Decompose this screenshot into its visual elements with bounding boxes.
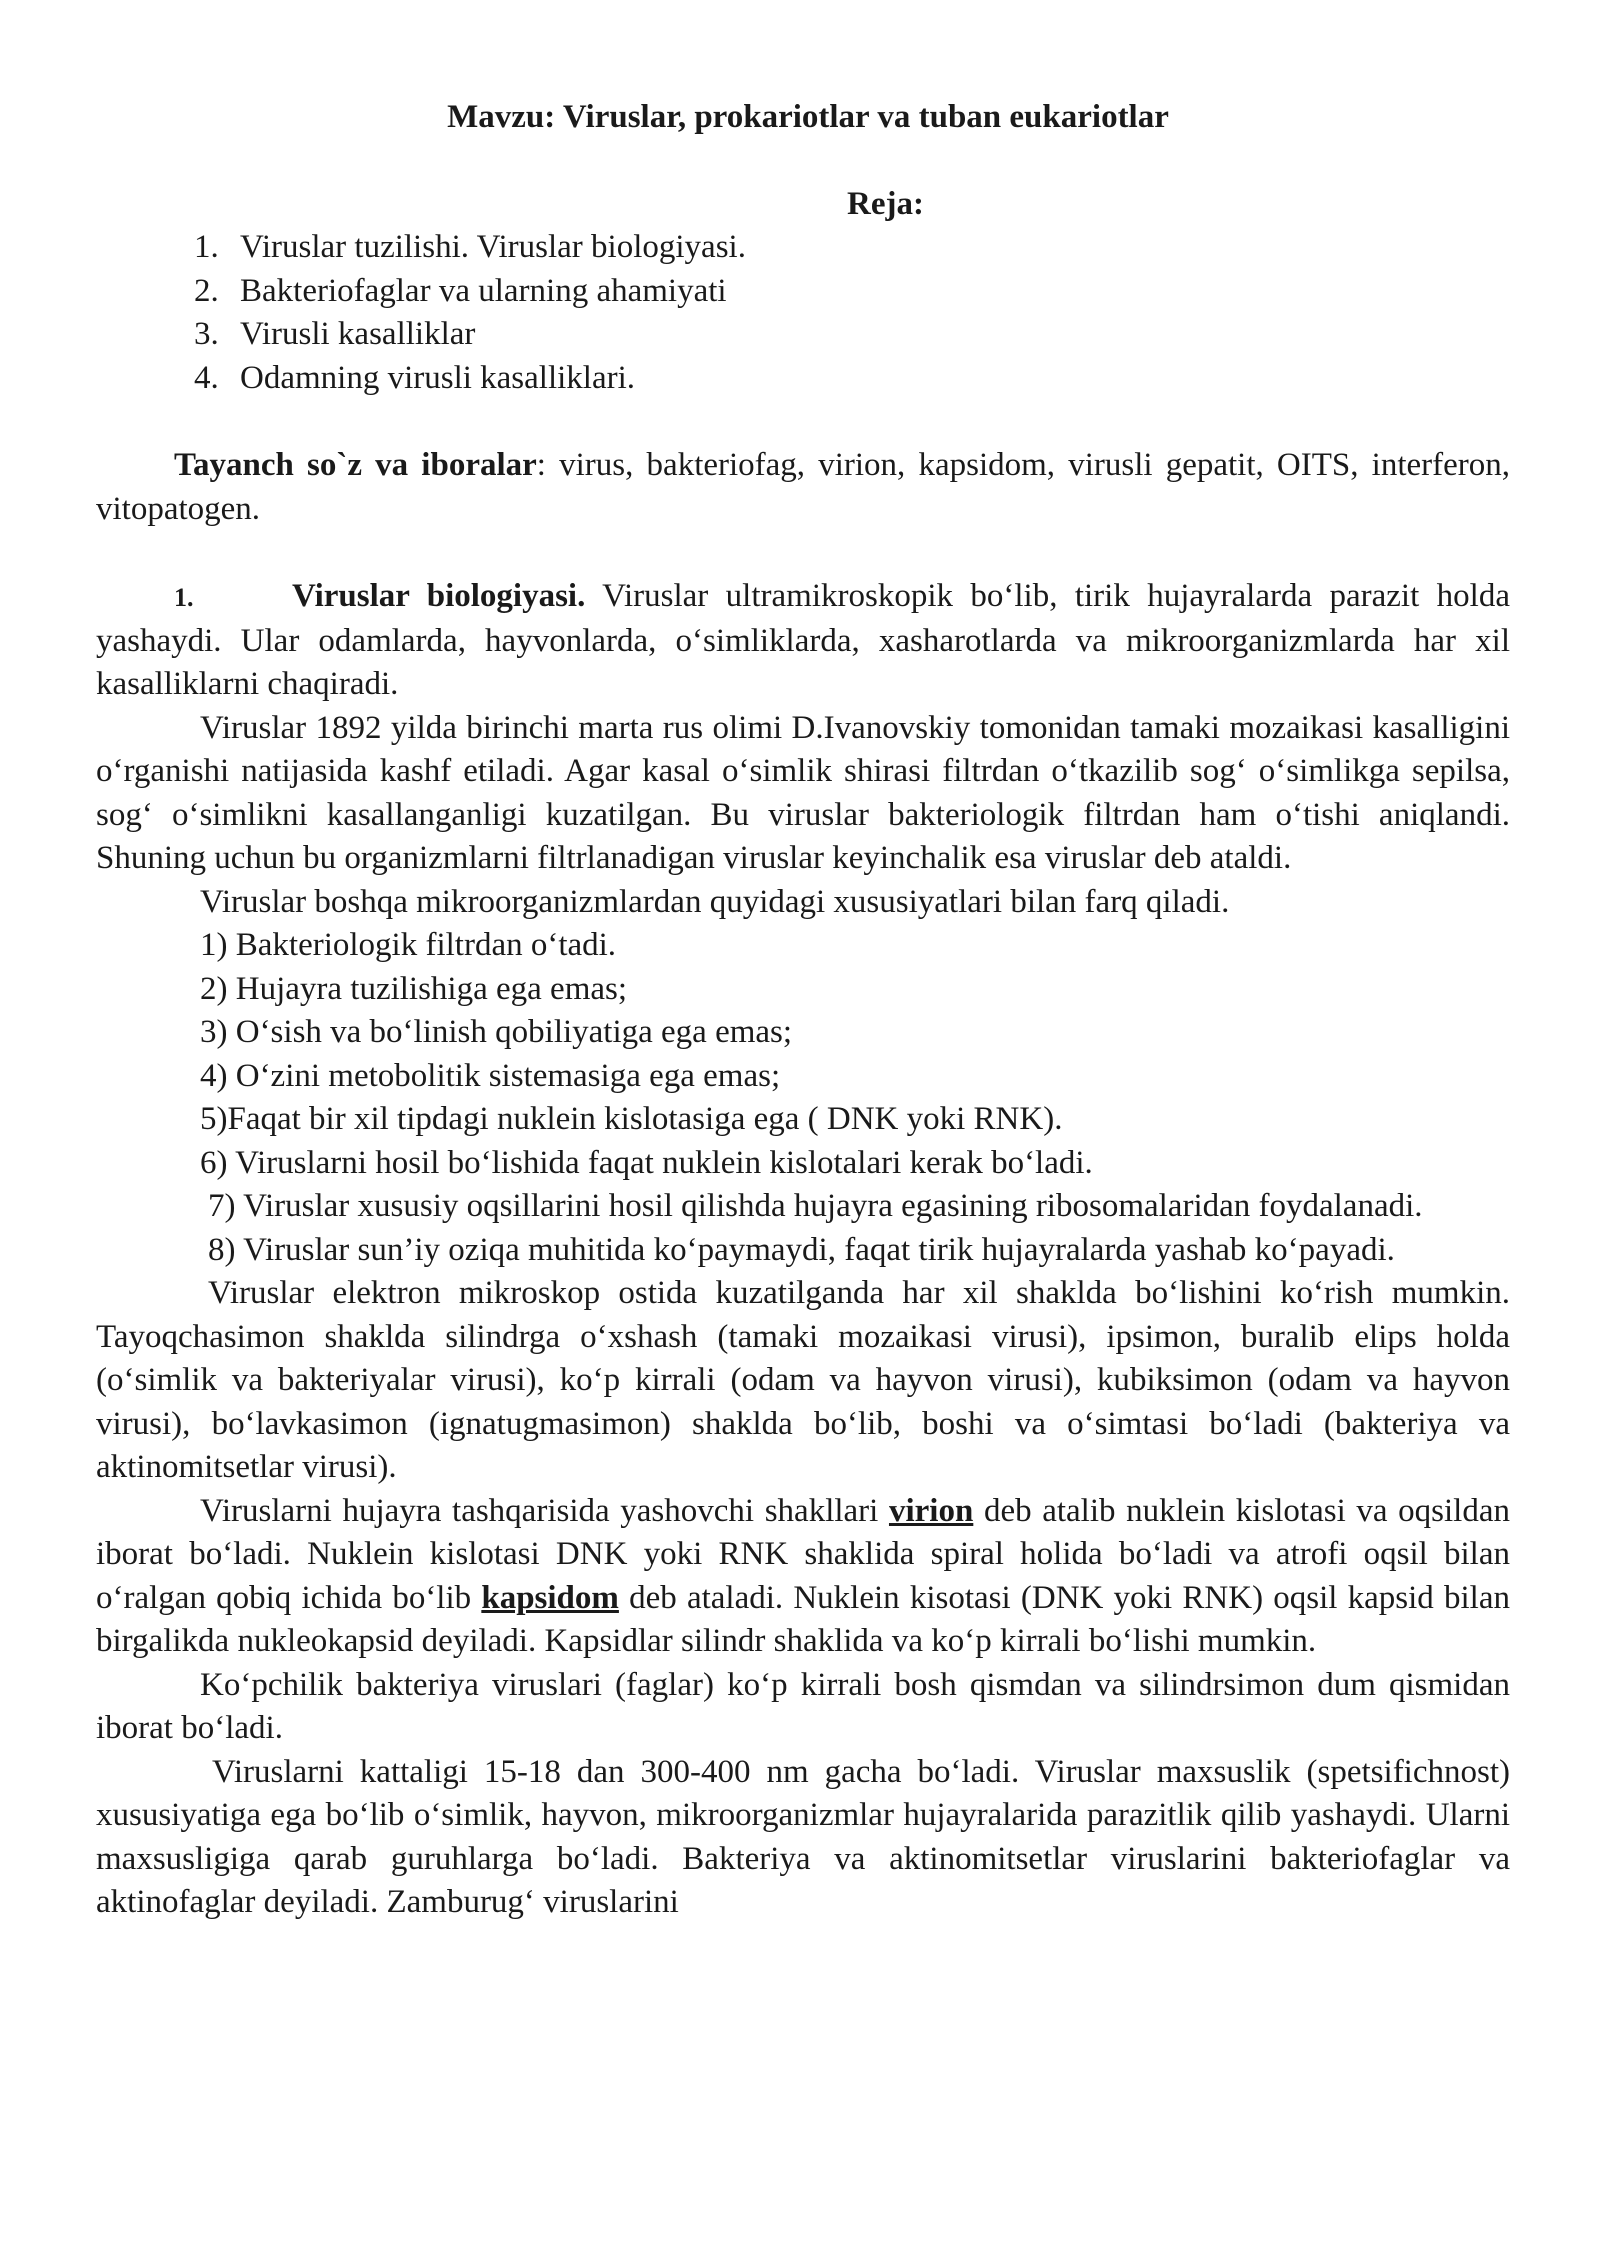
feature-item: 2) Hujayra tuzilishiga ega emas; (200, 970, 628, 1007)
shapes-paragraph: Viruslar elektron mikroskop ostida kuzatilganda har xil shaklda bo‘lishini ko‘rish mumkin. Tayoqchasimon shaklda silindrga o‘xshash (tamaki mozaikasi virusi), ipsimon, buralib elips holda (o‘simlik va bakteriyalar virusi), ko‘p kirrali (odam va hayvon virusi), kubiksimon (odam va hayvon virusi), bo‘lavkasimon (ignatugmasimon) shaklda bo‘lib, boshi va o‘simtasi bo‘ladi (bakteriya va aktinomitsetlar virusi). (96, 1275, 1510, 1485)
section-intro (96, 575, 1510, 707)
keywords-text: : virus, bakteriofag, virion, kapsidom, virusli gepatit, OITS, interferon, vitopatogen. (96, 447, 1510, 527)
keywords-label: Tayanch so`z va iboralar (174, 447, 537, 483)
plan-item-number: 4. (194, 359, 219, 396)
document-title: Mavzu: Viruslar, prokariotlar va tuban eukariotlar (447, 99, 1169, 135)
feature-item: 6) Viruslarni hosil bo‘lishida faqat nuklein kislotalari kerak bo‘ladi. (200, 1144, 1093, 1181)
plan-item-text: Bakteriofaglar va ularning ahamiyati (240, 272, 727, 309)
size-paragraph: Viruslarni kattaligi 15-18 dan 300-400 nm gacha bo‘ladi. Viruslar maxsuslik (spetsifichnost) xususiyatiga ega bo‘lib o‘simlik, hayvon, mikroorganizmlar hujayralarida parazitlik qilib yashaydi. Ularni maxsusligiga qarab guruhlarga bo‘ladi. Bakteriya va aktinomitsetlar viruslarini bakteriofaglar va aktinofaglar deyiladi. Zamburug‘ viruslarini (96, 1753, 1510, 1920)
virion-text-1: Viruslarni hujayra tashqarisida yashovchi shakllari (200, 1492, 889, 1529)
plan-item (194, 226, 1510, 270)
plan-list (96, 226, 1510, 400)
plan-item-number: 2. (194, 272, 219, 309)
virion-text-2: deb atalib nuklein kislotasi va oqsildan iborat bo‘ladi. Nuklein kislotasi DNK yoki RNK shaklida spiral holida bo‘ladi va atrofi oqsil bilan o‘ralgan qobiq ichida bo‘lib (96, 1492, 1510, 1616)
plan-item-text: Odamning virusli kasalliklari. (240, 359, 636, 396)
section-title: Viruslar biologiyasi. (292, 578, 586, 614)
history-paragraph: Viruslar 1892 yilda birinchi marta rus olimi D.Ivanovskiy tomonidan tamaki mozaikasi kasalligini o‘rganishi natijasida kashf etiladi. Agar kasal o‘simlik shirasi filtrdan o‘tkazilib sog‘ o‘simlikga sepilsa, sog‘ o‘simlikni kasallanganligi kuzatilgan. Bu viruslar bakteriologik filtrdan ham o‘tishi aniqlandi. Shuning uchun bu organizmlarni filtrlanadigan viruslar keyinchalik esa viruslar deb ataldi. (96, 709, 1510, 876)
plan-item-text: Viruslar tuzilishi. Viruslar biologiyasi. (240, 229, 746, 265)
feature-item: 1) Bakteriologik filtrdan o‘tadi. (200, 927, 617, 963)
plan-item-number: 3. (194, 316, 219, 352)
section-number: 1. (174, 583, 194, 612)
phages-paragraph: Ko‘pchilik bakteriya viruslari (faglar) ko‘p kirrali bosh qismdan va silindrsimon dum qismidan iborat bo‘ladi. (96, 1666, 1510, 1746)
keywords-paragraph (96, 444, 1510, 531)
virion-term: virion (888, 1492, 974, 1529)
virion-paragraph (96, 1490, 1510, 1664)
feature-item: 4) O‘zini metobolitik sistemasiga ega emas; (200, 1057, 781, 1094)
feature-item: 5)Faqat bir xil tipdagi nuklein kislotasiga ega ( DNK yoki RNK). (200, 1101, 1063, 1137)
plan-item (194, 357, 1510, 401)
feature-item: 3) O‘sish va bo‘linish qobiliyatiga ega emas; (200, 1014, 793, 1050)
plan-heading: Reja: (847, 185, 924, 222)
plan-item (194, 270, 1510, 314)
plan-item (194, 313, 1510, 357)
feature-item: 7) Viruslar xususiy oqsillarini hosil qilishda hujayra egasining ribosomalaridan foydalanadi. (208, 1188, 1423, 1224)
kapsidom-term: kapsidom (481, 1579, 619, 1616)
plan-item-text: Virusli kasalliklar (240, 316, 476, 352)
features-intro: Viruslar boshqa mikroorganizmlardan quyidagi xususiyatlari bilan farq qiladi. (200, 883, 1230, 920)
plan-item-number: 1. (194, 229, 219, 265)
feature-item: 8) Viruslar sun’iy oziqa muhitida ko‘paymaydi, faqat tirik hujayralarda yashab ko‘payadi. (208, 1231, 1395, 1268)
virion-text-3: deb ataladi. Nuklein kisotasi (DNK yoki RNK) oqsil kapsid bilan birgalikda nukleokapsid deyiladi. Kapsidlar silindr shaklida va ko‘p kirrali bo‘lishi mumkin. (96, 1579, 1510, 1659)
section-intro-text: Viruslar ultramikroskopik bo‘lib, tirik hujayralarda parazit holda yashaydi. Ular odamlarda, hayvonlarda, o‘simliklarda, xasharotlarda va mikroorganizmlarda har xil kasalliklarni chaqiradi. (96, 578, 1510, 702)
